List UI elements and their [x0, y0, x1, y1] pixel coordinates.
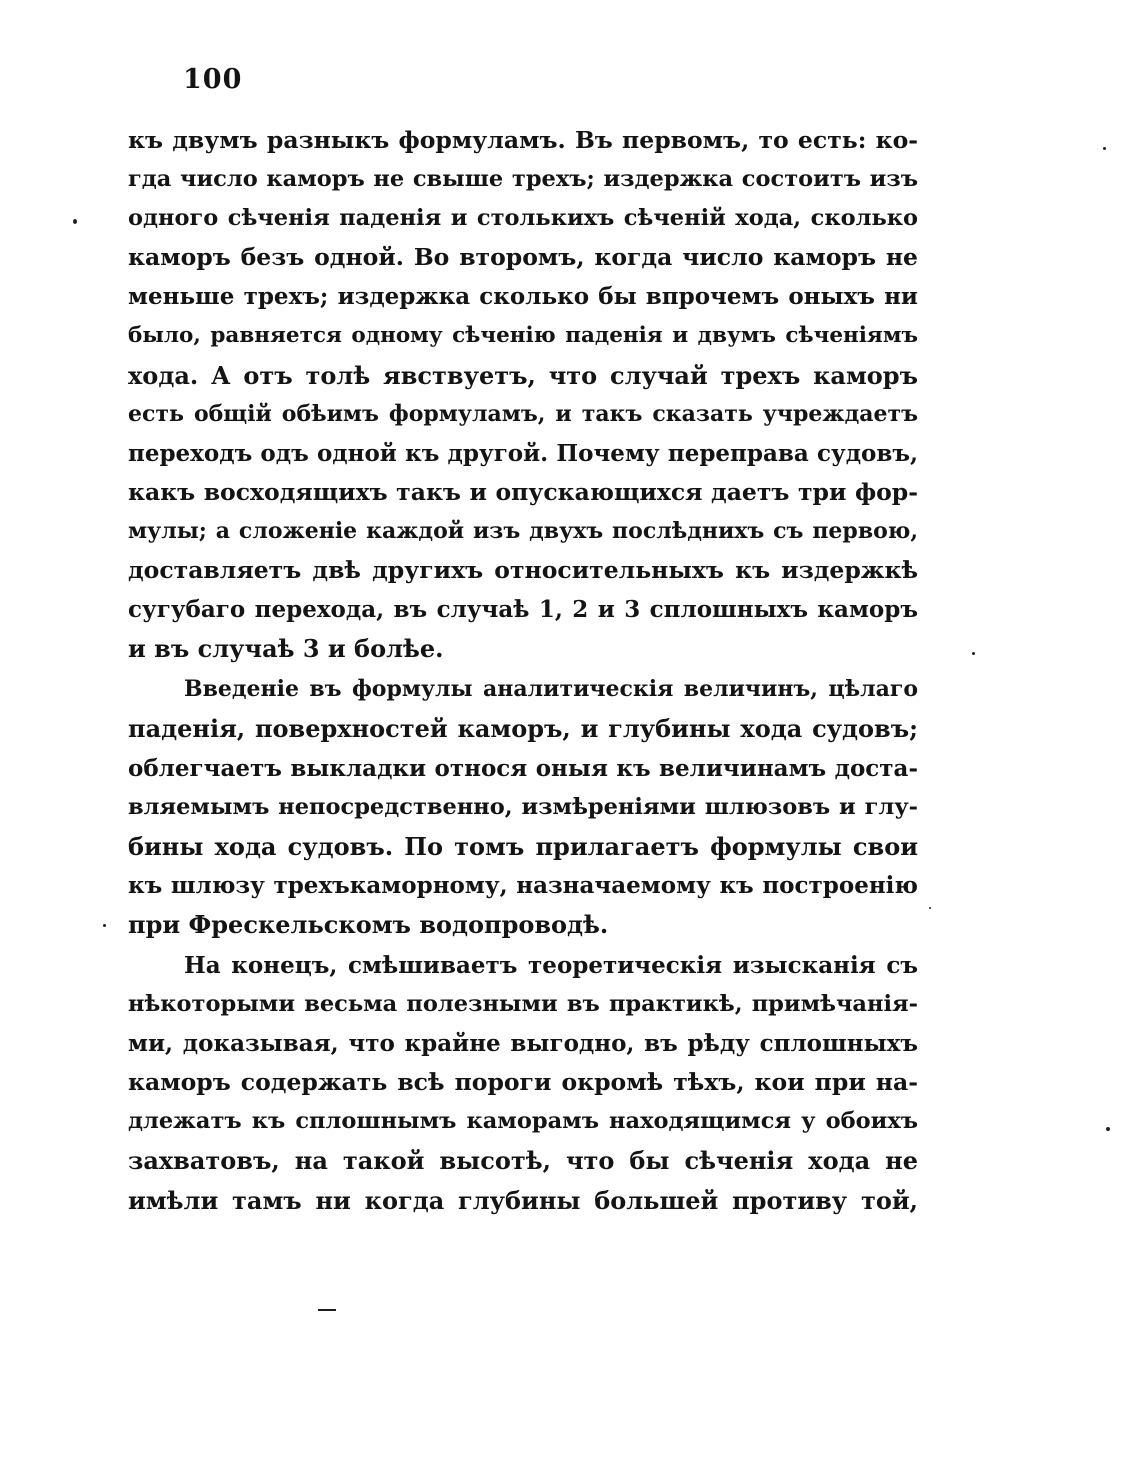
- text-line: переходъ одъ одной къ другой. Почему переправа судовъ,: [128, 439, 918, 467]
- text-line: хода. А отъ толѣ явствуетъ, что случай трехъ каморъ: [128, 360, 918, 390]
- text-line: ми, доказывая, что крайне выгодно, въ рѣду сплошныхъ: [128, 1030, 918, 1058]
- bottom-rule: [318, 1309, 336, 1311]
- paragraph-2: [128, 670, 918, 944]
- ink-speck: [73, 219, 77, 224]
- body-text: [128, 121, 918, 1220]
- text-line: паденія, поверхностей каморъ, и глубины хода судовъ;: [128, 714, 918, 744]
- text-line: и въ случаѣ 3 и болѣе.: [128, 634, 444, 664]
- text-line: меньше трехъ; издержка сколько бы впрочемъ оныхъ ни: [128, 283, 918, 311]
- text-line: захватовъ, на такой высотѣ, что бы сѣченія хода не: [128, 1146, 918, 1176]
- ink-speck: [972, 652, 975, 655]
- text-line: доставляетъ двѣ другихъ относительныхъ къ издержкѣ: [128, 556, 918, 585]
- text-line: имѣли тамъ ни когда глубины большей противу той,: [128, 1185, 918, 1215]
- page-number: 100: [183, 64, 243, 95]
- text-line: къ двумъ разныкъ формуламъ. Въ первомъ, то есть: ко-: [128, 126, 918, 154]
- text-line: одного сѣченія паденія и столькихъ сѣченій хода, сколько: [128, 205, 918, 232]
- text-line: длежатъ къ сплошнымъ каморамъ находящимся у обоихъ: [128, 1108, 918, 1135]
- ink-speck: [1103, 147, 1106, 150]
- ink-speck: [1106, 1127, 1110, 1131]
- text-line: каморъ содержать всѣ пороги окромѣ тѣхъ, кои при на-: [128, 1068, 918, 1097]
- text-line: какъ восходящихъ такъ и опускающихся даетъ три фор-: [128, 477, 918, 506]
- text-line: каморъ безъ одной. Во второмъ, когда число каморъ не: [128, 243, 918, 272]
- text-line: сугубаго перехода, въ случаѣ 1, 2 и 3 сплошныхъ каморъ: [128, 596, 918, 624]
- text-line: нѣкоторыми весьма полезными въ практикѣ, примѣчанія-: [128, 991, 918, 1018]
- text-line: было, равняется одному сѣченію паденія и двумъ сѣченіямъ: [128, 323, 918, 349]
- paragraph-3: [128, 946, 918, 1220]
- text-line: Введеніе въ формулы аналитическія величинъ, цѣлаго: [184, 676, 918, 703]
- text-line: при Фрескельскомъ водопроводѣ.: [128, 909, 609, 939]
- ink-speck: [103, 924, 106, 927]
- text-line: вляемымъ непосредственно, измѣреніями шлюзовъ и глу-: [128, 793, 918, 820]
- ink-speck: [929, 907, 931, 909]
- text-line: бины хода судовъ. По томъ прилагаетъ формулы свои: [128, 831, 918, 861]
- text-line: На конецъ, смѣшиваетъ теоретическія изысканія съ: [184, 951, 918, 979]
- text-line: гда число каморъ не свыше трехъ; издержка состоитъ изъ: [128, 166, 918, 193]
- text-line: къ шлюзу трехъкаморному, назначаемому къ построенію: [128, 871, 918, 899]
- text-line: мулы; а сложеніе каждой изъ двухъ послѣднихъ съ первою,: [128, 517, 918, 544]
- text-line: есть общій обѣимъ формуламъ, и такъ сказать учреждаетъ: [128, 400, 918, 427]
- paragraph-1: [128, 121, 918, 668]
- text-line: облегчаетъ выкладки относя оныя къ величинамъ доста-: [128, 754, 918, 782]
